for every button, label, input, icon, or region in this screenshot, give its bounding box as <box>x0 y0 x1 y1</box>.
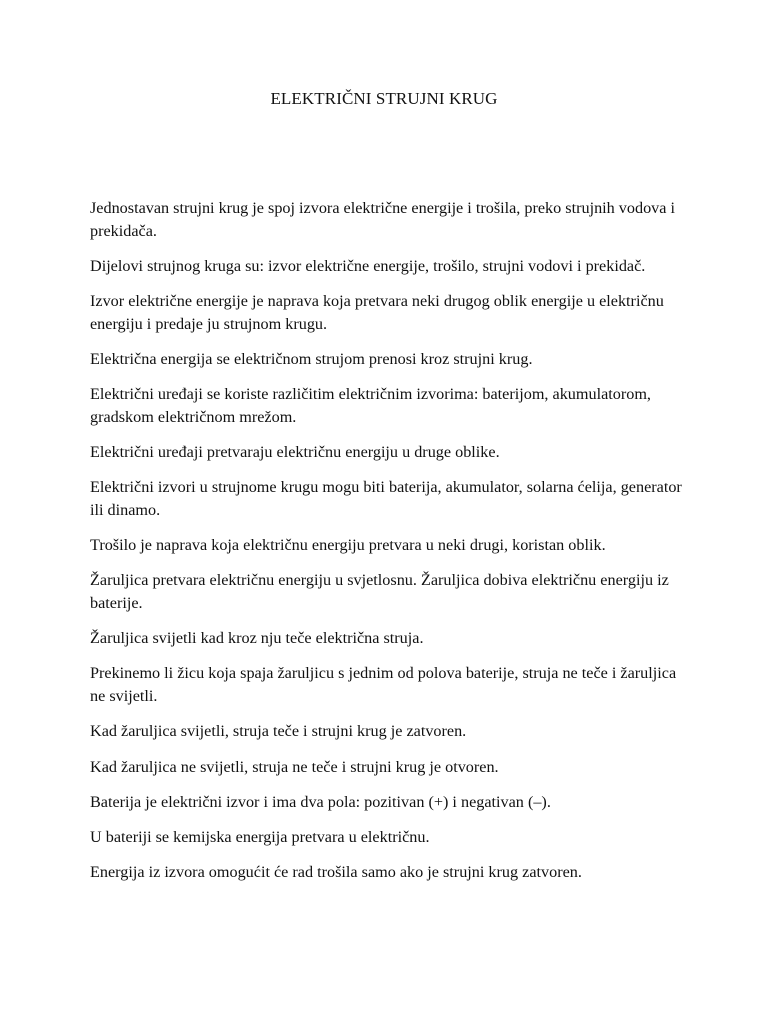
document-title: ELEKTRIČNI STRUJNI KRUG <box>270 89 498 108</box>
paragraph: Kad žaruljica svijetli, struja teče i strujni krug je zatvoren. <box>90 722 467 741</box>
paragraph: Električni uređaji pretvaraju električnu energiju u druge oblike. <box>90 442 500 461</box>
paragraph: Električni izvori u strujnome krugu mogu biti baterija, akumulator, solarna ćelija, generator ili dinamo. <box>90 478 682 519</box>
paragraph: Električna energija se električnom strujom prenosi kroz strujni krug. <box>90 349 533 368</box>
document-body <box>90 197 690 897</box>
paragraph: Jednostavan strujni krug je spoj izvora električne energije i trošila, preko strujnih vodova i prekidača. <box>90 199 676 240</box>
paragraph: Žaruljica pretvara električnu energiju u svjetlosnu. Žaruljica dobiva električnu energiju iz baterije. <box>90 571 669 612</box>
paragraph: Prekinemo li žicu koja spaja žaruljicu s jednim od polova baterije, struja ne teče i žaruljica ne svijetli. <box>90 664 677 705</box>
paragraph: Izvor električne energije je naprava koja pretvara neki drugog oblik energije u električnu energiju i predaje ju strujnom krugu. <box>90 292 664 333</box>
paragraph: Baterija je električni izvor i ima dva pola: pozitivan (+) i negativan (–). <box>90 792 551 811</box>
paragraph: U bateriji se kemijska energija pretvara u električnu. <box>90 828 430 847</box>
paragraph: Žaruljica svijetli kad kroz nju teče električna struja. <box>90 629 424 648</box>
paragraph: Energija iz izvora omogućit će rad trošila samo ako je strujni krug zatvoren. <box>90 863 582 882</box>
paragraph: Električni uređaji se koriste različitim električnim izvorima: baterijom, akumulatorom, gradskom električnom mrežom. <box>90 385 651 426</box>
paragraph: Trošilo je naprava koja električnu energiju pretvara u neki drugi, koristan oblik. <box>90 536 606 555</box>
paragraph: Kad žaruljica ne svijetli, struja ne teče i strujni krug je otvoren. <box>90 757 499 776</box>
paragraph: Dijelovi strujnog kruga su: izvor električne energije, trošilo, strujni vodovi i prekidač. <box>90 256 646 275</box>
